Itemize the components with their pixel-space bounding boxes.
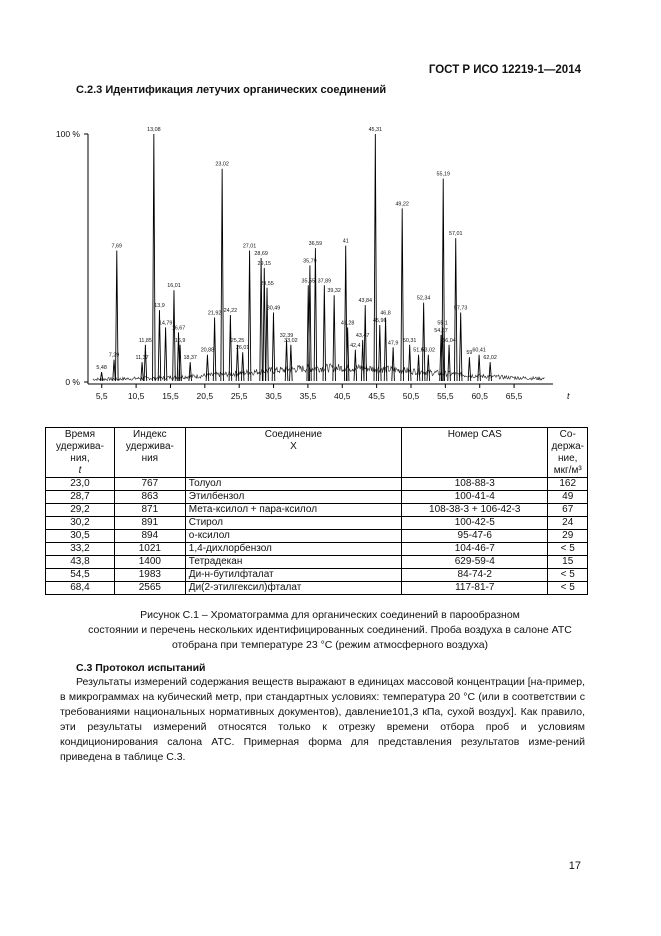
peak	[189, 362, 192, 381]
cell-index: 891	[114, 517, 185, 530]
page-number: 17	[568, 860, 581, 872]
chart-peak-labels	[96, 127, 497, 371]
cell-content: 162	[548, 478, 588, 491]
cell-time: 28,7	[46, 491, 115, 504]
peak	[417, 355, 420, 381]
peak	[427, 355, 430, 381]
cell-content: 29	[548, 530, 588, 543]
peak-label: 43,84	[358, 298, 372, 305]
peak-label: 55,1	[437, 320, 448, 327]
x-tick-label: 45,5	[368, 391, 385, 401]
cell-content: 15	[548, 556, 588, 569]
cell-time: 54,5	[46, 569, 115, 582]
table-row	[46, 478, 588, 491]
col-index-header: Индекс удержива- ния	[114, 428, 185, 478]
peak-label: 43,47	[355, 332, 370, 339]
cell-compound: Мета-ксилол + пара-ксилол	[185, 504, 401, 517]
peak-label: 7,69	[111, 243, 123, 250]
peak-label: 42,4	[350, 342, 361, 349]
figure-caption: Рисунок С.1 – Хроматограмма для органических соединений в парообразном состоянии и перечень нескольких идентифицированных соединений. Проба воздуха в салоне АТС отобрана при температуре 23 °С (режим атмосферного воздуха)	[88, 609, 572, 651]
col-compound-header: Соединение X	[185, 428, 401, 478]
cell-cas: 84-74-2	[402, 569, 548, 582]
cell-index: 871	[114, 504, 185, 517]
peak-label: 26,01	[235, 345, 250, 352]
compound-table	[45, 427, 588, 595]
peak	[206, 355, 209, 381]
peak	[354, 350, 357, 381]
peak	[153, 134, 156, 381]
table-row	[46, 556, 588, 569]
peak-label: 24,22	[223, 308, 238, 315]
cell-compound: 1,4-дихлорбензол	[185, 543, 401, 556]
cell-time: 43,8	[46, 556, 115, 569]
cell-time: 23,0	[46, 478, 115, 491]
peak-label: 50,31	[402, 337, 417, 344]
y-tick-label: 0 %	[65, 377, 80, 387]
peak-label: 25,25	[230, 337, 245, 344]
cell-cas: 117-81-7	[402, 582, 548, 595]
peak-label: 59	[466, 350, 473, 357]
cell-index: 2565	[114, 582, 185, 595]
peak	[314, 248, 317, 381]
table-row	[46, 543, 588, 556]
x-axis-label: t	[567, 391, 570, 401]
peak-label: 49,22	[395, 201, 409, 208]
cell-cas: 108-38-3 + 106-42-3	[402, 504, 548, 517]
cell-compound: Толуол	[185, 478, 401, 491]
cell-content: 67	[548, 504, 588, 517]
x-tick-label: 40,5	[333, 391, 351, 401]
y-tick-label: 100 %	[55, 129, 80, 139]
cell-compound: Тетрадекан	[185, 556, 401, 569]
peak	[229, 315, 232, 381]
peak	[164, 327, 167, 381]
peak	[248, 251, 251, 381]
peak-label: 57,73	[453, 305, 468, 312]
peak-label: 53,02	[421, 347, 436, 354]
peak-label: 21,92	[207, 310, 222, 317]
x-tick-label: 50,5	[402, 391, 420, 401]
peak-label: 30,49	[266, 305, 281, 312]
cell-content: 49	[548, 491, 588, 504]
x-tick-label: 35,5	[299, 391, 317, 401]
peak-label: 35,55	[301, 278, 316, 285]
peak-label: 14,79	[158, 320, 173, 327]
peak-label: 35,79	[303, 258, 317, 265]
cell-time: 29,2	[46, 504, 115, 517]
peak-label: 55,19	[436, 171, 450, 178]
peak	[113, 360, 116, 381]
peak-label: 32,39	[279, 332, 294, 339]
peak	[489, 362, 492, 381]
peak-label: 62,02	[483, 355, 497, 362]
cell-index: 863	[114, 491, 185, 504]
peak-label: 41	[342, 238, 349, 245]
peak	[408, 345, 411, 381]
peak	[384, 318, 387, 381]
cell-compound: Ди(2-этилгексил)фталат	[185, 582, 401, 595]
peak-label: 29,55	[260, 280, 274, 287]
peak-label: 16,67	[171, 325, 186, 332]
cell-cas: 629-59-4	[402, 556, 548, 569]
table-row	[46, 582, 588, 595]
peak	[285, 340, 288, 381]
cell-time: 30,2	[46, 517, 115, 530]
chart-peaks	[100, 134, 491, 381]
x-tick-label: 20,5	[196, 391, 214, 401]
table-row	[46, 569, 588, 582]
peak	[333, 295, 336, 381]
peak-label: 23,02	[215, 161, 229, 168]
cell-compound: Ди-н-бутилфталат	[185, 569, 401, 582]
col-cas-header: Номер CAS	[402, 428, 548, 478]
peak-label: 52,34	[416, 295, 431, 302]
cell-cas: 100-42-5	[402, 517, 548, 530]
chart-x-ticks	[96, 384, 570, 401]
peak-label: 11,37	[135, 355, 149, 362]
peak-label: 16,9	[174, 337, 186, 344]
cell-content: < 5	[548, 543, 588, 556]
peak	[241, 352, 244, 381]
peak	[144, 345, 147, 381]
x-tick-label: 30,5	[265, 391, 282, 401]
x-tick-label: 65,5	[505, 391, 523, 401]
peak	[422, 303, 425, 381]
chromatogram-chart	[0, 110, 661, 410]
document-header: ГОСТ Р ИСО 12219-1—2014	[428, 64, 581, 76]
peak-label: 41,28	[340, 320, 355, 327]
chart-axes	[88, 134, 553, 384]
cell-index: 1400	[114, 556, 185, 569]
peak	[260, 258, 263, 381]
peak	[478, 355, 481, 381]
cell-time: 30,5	[46, 530, 115, 543]
peak-label: 13,08	[147, 127, 161, 133]
compound-table-body	[46, 478, 588, 595]
section-c3-paragraph: Результаты измерений содержания веществ выражают в единицах массовой концентрации [на-пример, в микрограммах на кубический метр, при стандартных условиях: температура 20 °С (или в соответствии с требованиями национальных нормативных документов), давление101,3 кПа, сухой воздух]. Как правило, эти результаты измерений относятся только к отрезку времени отбора проб и условиям кондиционирования салона АТС. Примерная форма для представления результатов изме-рений приведена в таблице С.3.	[60, 676, 585, 763]
peak	[221, 169, 224, 381]
cell-content: 24	[548, 517, 588, 530]
peak-label: 37,89	[317, 278, 332, 285]
peak-label: 46,8	[380, 310, 391, 317]
cell-content: < 5	[548, 569, 588, 582]
table-row	[46, 517, 588, 530]
peak	[448, 345, 451, 381]
peak-label: 5,48	[96, 365, 107, 372]
peak	[173, 290, 176, 381]
peak	[468, 357, 471, 381]
peak-label: 7,29	[108, 352, 120, 359]
section-c3-title: С.3 Протокол испытаний	[76, 662, 206, 674]
peak-label: 47,9	[387, 340, 399, 347]
peak	[272, 313, 275, 381]
cell-cas: 100-41-4	[402, 491, 548, 504]
peak-label: 16,01	[167, 283, 181, 290]
peak-label: 18,37	[183, 355, 197, 362]
chart-y-ticks	[56, 129, 88, 387]
cell-compound: Стирол	[185, 517, 401, 530]
peak-label: 27,01	[242, 243, 257, 250]
peak-label: 20,88	[200, 347, 215, 354]
cell-cas: 95-47-6	[402, 530, 548, 543]
peak	[115, 251, 118, 381]
x-tick-label: 60,5	[471, 391, 488, 401]
cell-compound: Этилбензол	[185, 491, 401, 504]
peak-label: 29,15	[257, 260, 272, 267]
peak-label: 57,01	[448, 231, 463, 238]
peak	[266, 288, 269, 381]
x-tick-label: 55,5	[437, 391, 454, 401]
peak-label: 28,69	[254, 251, 268, 257]
peak	[401, 208, 404, 381]
peak-label: 36,59	[308, 241, 323, 248]
cell-content: < 5	[548, 582, 588, 595]
cell-time: 68,4	[46, 582, 115, 595]
peak	[323, 285, 326, 381]
peak	[459, 313, 462, 381]
peak	[392, 347, 395, 381]
x-tick-label: 10,5	[127, 391, 145, 401]
table-row	[46, 491, 588, 504]
cell-cas: 108-88-3	[402, 478, 548, 491]
x-tick-label: 5,5	[95, 391, 108, 401]
col-time-header: Время удержива- ния, t	[46, 428, 115, 478]
table-row	[46, 504, 588, 517]
peak-label: 45,96	[373, 317, 387, 324]
peak-label: 51,6	[413, 347, 424, 354]
peak	[290, 345, 293, 381]
cell-cas: 104-46-7	[402, 543, 548, 556]
peak	[364, 305, 367, 381]
peak-label: 39,32	[327, 288, 341, 295]
cell-index: 1021	[114, 543, 185, 556]
x-tick-label: 25,5	[230, 391, 248, 401]
section-c23-title: С.2.3 Идентификация летучих органических соединений	[76, 84, 387, 96]
peak-label: 45,31	[368, 127, 383, 133]
cell-compound: о-ксилол	[185, 530, 401, 543]
peak-label: 54,87	[434, 327, 448, 334]
cell-time: 33,2	[46, 543, 115, 556]
cell-index: 1983	[114, 569, 185, 582]
cell-index: 767	[114, 478, 185, 491]
peak-label: 56,04	[442, 337, 456, 344]
cell-index: 894	[114, 530, 185, 543]
x-tick-label: 15,5	[162, 391, 179, 401]
col-content-header: Со- держа- ние, мкг/м³	[548, 428, 588, 478]
peak	[374, 134, 377, 381]
peak-label: 11,85	[138, 337, 152, 344]
table-row	[46, 530, 588, 543]
peak-label: 60,41	[472, 347, 486, 354]
peak-label: 33,02	[284, 337, 298, 344]
peak-label: 13,9	[154, 303, 165, 310]
